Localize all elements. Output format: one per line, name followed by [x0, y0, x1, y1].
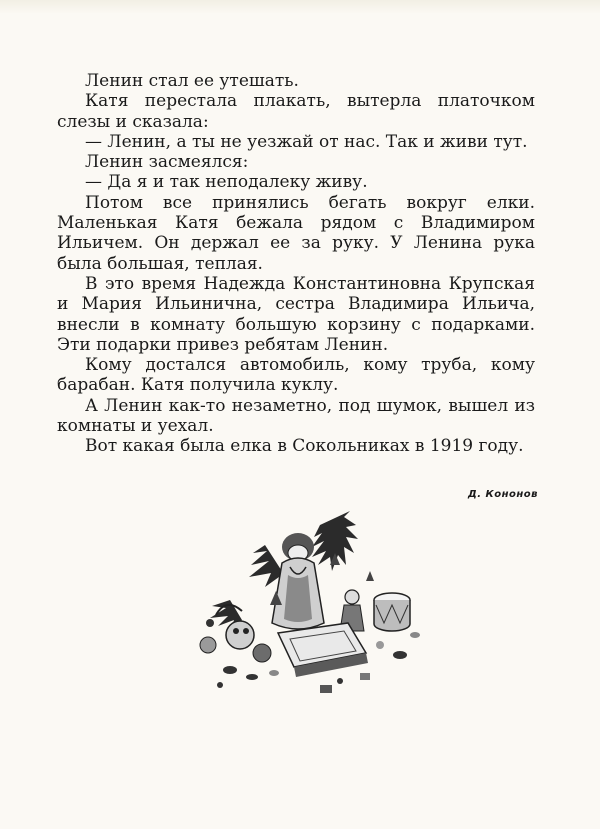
paragraph: А Ленин как-то незаметно, под шумок, вышел из комнаты и уехал.: [57, 395, 535, 437]
story-text: [57, 71, 535, 457]
paragraph: Катя перестала плакать, вытерла платочком слезы и сказала:: [57, 91, 535, 132]
grandfather-frost-icon: [272, 533, 324, 629]
author-signature: Д. Кононов: [467, 489, 538, 500]
paragraph: — Да я и так неподалеку живу.: [85, 172, 368, 193]
paragraph: Кому достался автомобиль, кому труба, кому барабан. Катя получила куклу.: [57, 355, 535, 396]
paragraph: Ленин стал ее утешать.: [85, 71, 299, 91]
paragraph: В это время Надежда Константиновна Крупская и Мария Ильинична, сестра Владимира Ильича, внесли в комнату большую корзину с подарками. Эти подарки привез ребятам Ленин.: [57, 273, 535, 355]
drum-icon: [374, 593, 410, 631]
christmas-gifts-illustration: [170, 505, 435, 705]
paragraph: — Ленин, а ты не уезжай от нас. Так и живи тут.: [85, 131, 528, 152]
paragraph: Ленин засмеялся:: [85, 152, 249, 173]
paragraph: Вот какая была елка в Сокольниках в 1919 году.: [85, 436, 524, 457]
page-edge: [0, 0, 600, 14]
paragraph: Потом все принялись бегать вокруг елки. Маленькая Катя бежала рядом с Владимиром Ильичем. Он держал ее за руку. У Ленина рука была большая, теплая.: [57, 192, 535, 274]
